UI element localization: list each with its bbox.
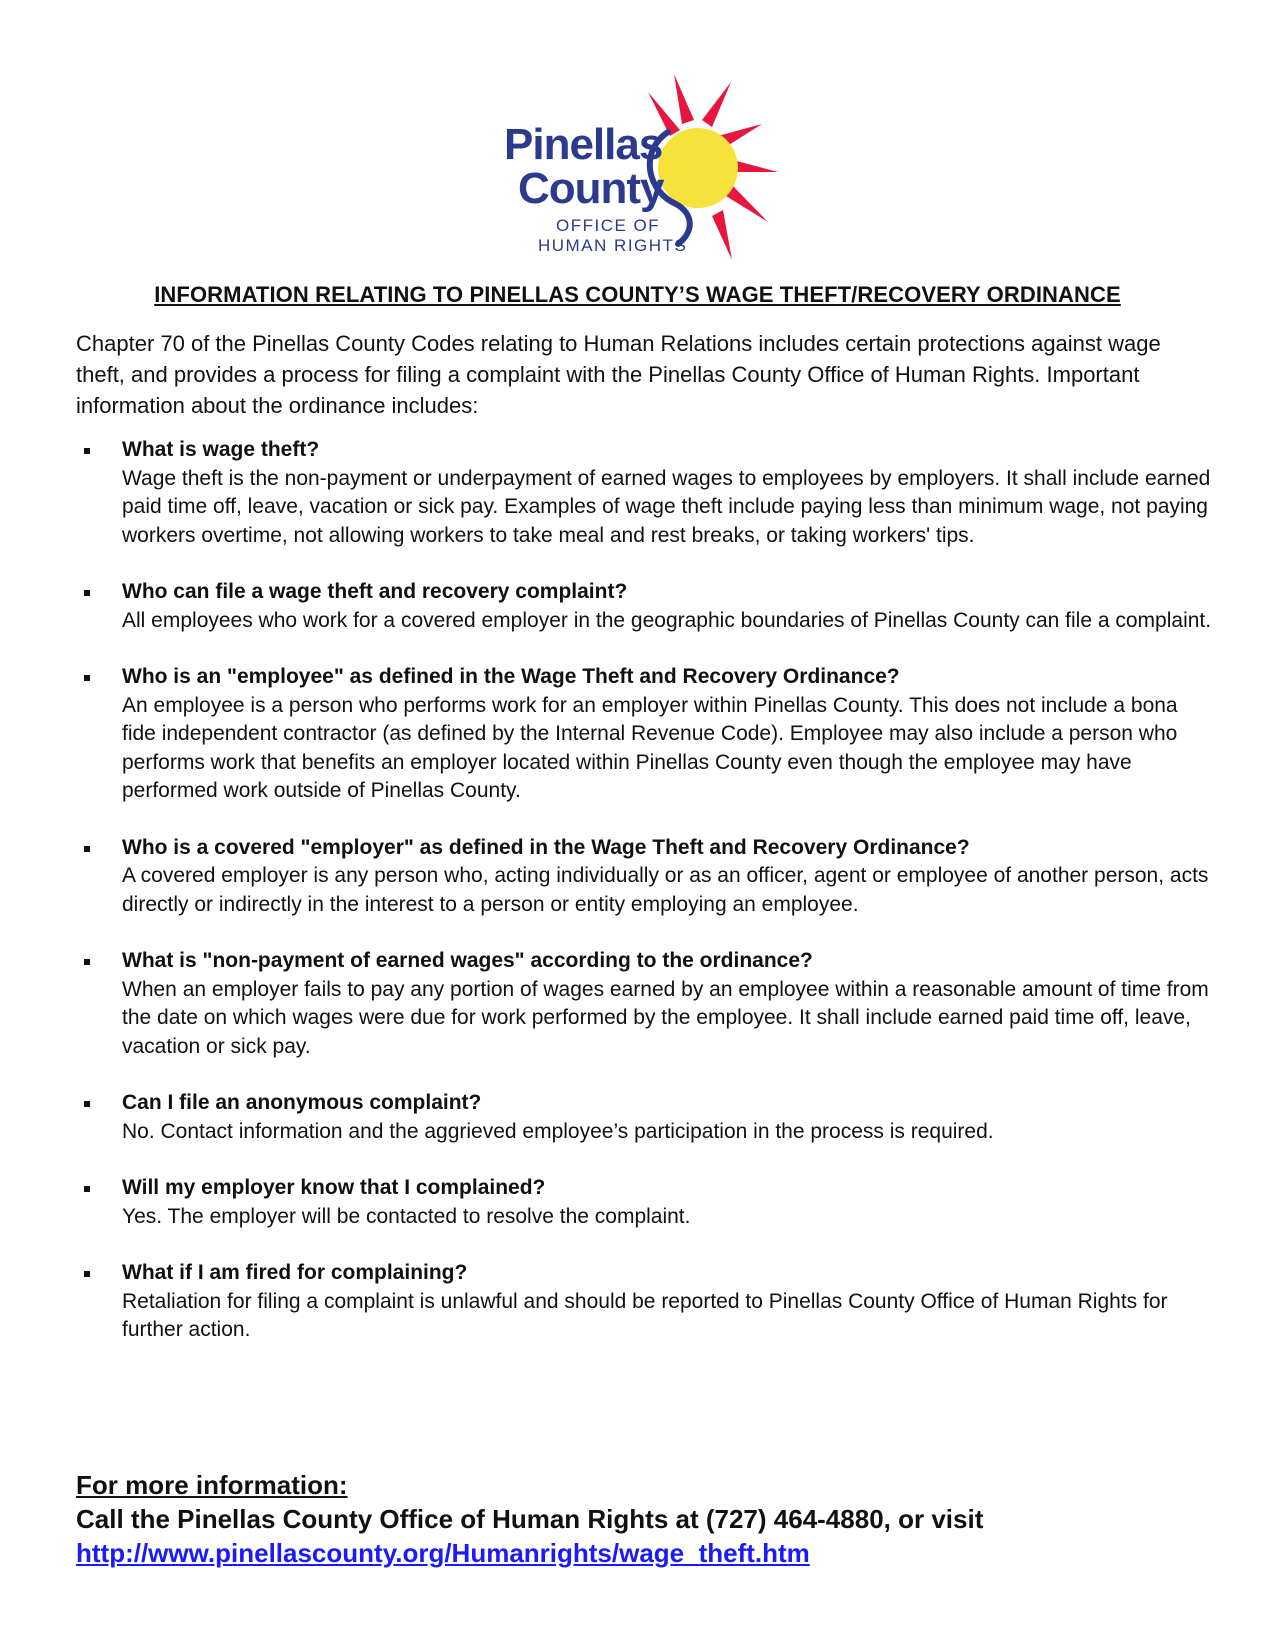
logo-text-county: County xyxy=(518,164,664,213)
faq-item xyxy=(76,1089,1216,1146)
square-bullet-icon xyxy=(84,1186,90,1192)
faq-question: Who is an "employee" as defined in the Wage Theft and Recovery Ordinance? xyxy=(122,665,900,688)
document-title: INFORMATION RELATING TO PINELLAS COUNTY’S WAGE THEFT/RECOVERY ORDINANCE xyxy=(154,282,1121,307)
logo-text-office-of: OFFICE OF xyxy=(556,216,661,235)
faq-item xyxy=(76,663,1216,806)
faq-question: What is "non-payment of earned wages" according to the ordinance? xyxy=(122,949,813,972)
faq-item xyxy=(76,1174,1216,1231)
logo-text-human-rights: HUMAN RIGHTS xyxy=(538,236,688,255)
faq-item xyxy=(76,834,1216,920)
faq-answer: A covered employer is any person who, acting individually or as an officer, agent or employee of another person, acts directly or indirectly in the interest to a person or entity employing an employee. xyxy=(122,864,1209,916)
faq-list xyxy=(76,436,1216,1345)
faq-question: What if I am fired for complaining? xyxy=(122,1261,468,1284)
faq-question: Who is a covered "employer" as defined in the Wage Theft and Recovery Ordinance? xyxy=(122,835,970,859)
square-bullet-icon xyxy=(84,846,90,852)
logo-text-pinellas: Pinellas xyxy=(504,120,663,169)
square-bullet-icon xyxy=(84,448,90,454)
square-bullet-icon xyxy=(84,590,90,596)
square-bullet-icon xyxy=(84,1101,90,1107)
faq-answer: An employee is a person who performs work for an employer within Pinellas County. This does not include a bona fide independent contractor (as defined by the Internal Revenue Code). Employee may also include a person who performs work that benefits an employer located within Pinellas County even though the employee may have performed work outside of Pinellas County. xyxy=(122,693,1178,802)
intro-paragraph: Chapter 70 of the Pinellas County Codes relating to Human Relations includes certain protections against wage theft, and provides a process for filing a complaint with the Pinellas County Office of Human Rights. Important information about the ordinance includes: xyxy=(76,331,1161,418)
pinellas-county-logo xyxy=(498,72,780,262)
faq-item xyxy=(76,578,1216,635)
faq-item xyxy=(76,436,1216,550)
faq-answer: All employees who work for a covered employer in the geographic boundaries of Pinellas County can file a complaint. xyxy=(122,608,1212,632)
faq-item xyxy=(76,947,1216,1061)
more-information-section xyxy=(76,1468,1226,1570)
faq-answer: No. Contact information and the aggrieved employee’s participation in the process is required. xyxy=(122,1119,994,1143)
faq-answer: Yes. The employer will be contacted to resolve the complaint. xyxy=(122,1204,691,1228)
square-bullet-icon xyxy=(84,675,90,681)
more-info-heading: For more information: xyxy=(76,1470,348,1500)
faq-question: What is wage theft? xyxy=(122,438,320,461)
wage-theft-info-link[interactable]: http://www.pinellascounty.org/Humanrights/wage_theft.htm xyxy=(76,1538,810,1568)
faq-answer: Wage theft is the non-payment or underpayment of earned wages to employees by employers. It shall include earned paid time off, leave, vacation or sick pay. Examples of wage theft include paying less than minimum wage, not paying workers overtime, not allowing workers to take meal and rest breaks, or taking workers' tips. xyxy=(122,466,1211,547)
square-bullet-icon xyxy=(84,959,90,965)
faq-question: Will my employer know that I complained? xyxy=(122,1176,546,1199)
square-bullet-icon xyxy=(84,1271,90,1277)
faq-question: Can I file an anonymous complaint? xyxy=(122,1091,482,1114)
faq-item xyxy=(76,1259,1216,1345)
contact-phone-text: Call the Pinellas County Office of Human Rights at (727) 464-4880, or visit xyxy=(76,1504,984,1534)
faq-answer: When an employer fails to pay any portion of wages earned by an employee within a reasonable amount of time from the date on which wages were due for work performed by the employee. It shall include earned paid time off, leave, vacation or sick pay. xyxy=(122,977,1209,1058)
faq-answer: Retaliation for filing a complaint is unlawful and should be reported to Pinellas County Office of Human Rights for further action. xyxy=(122,1289,1168,1341)
faq-question: Who can file a wage theft and recovery complaint? xyxy=(122,580,628,603)
